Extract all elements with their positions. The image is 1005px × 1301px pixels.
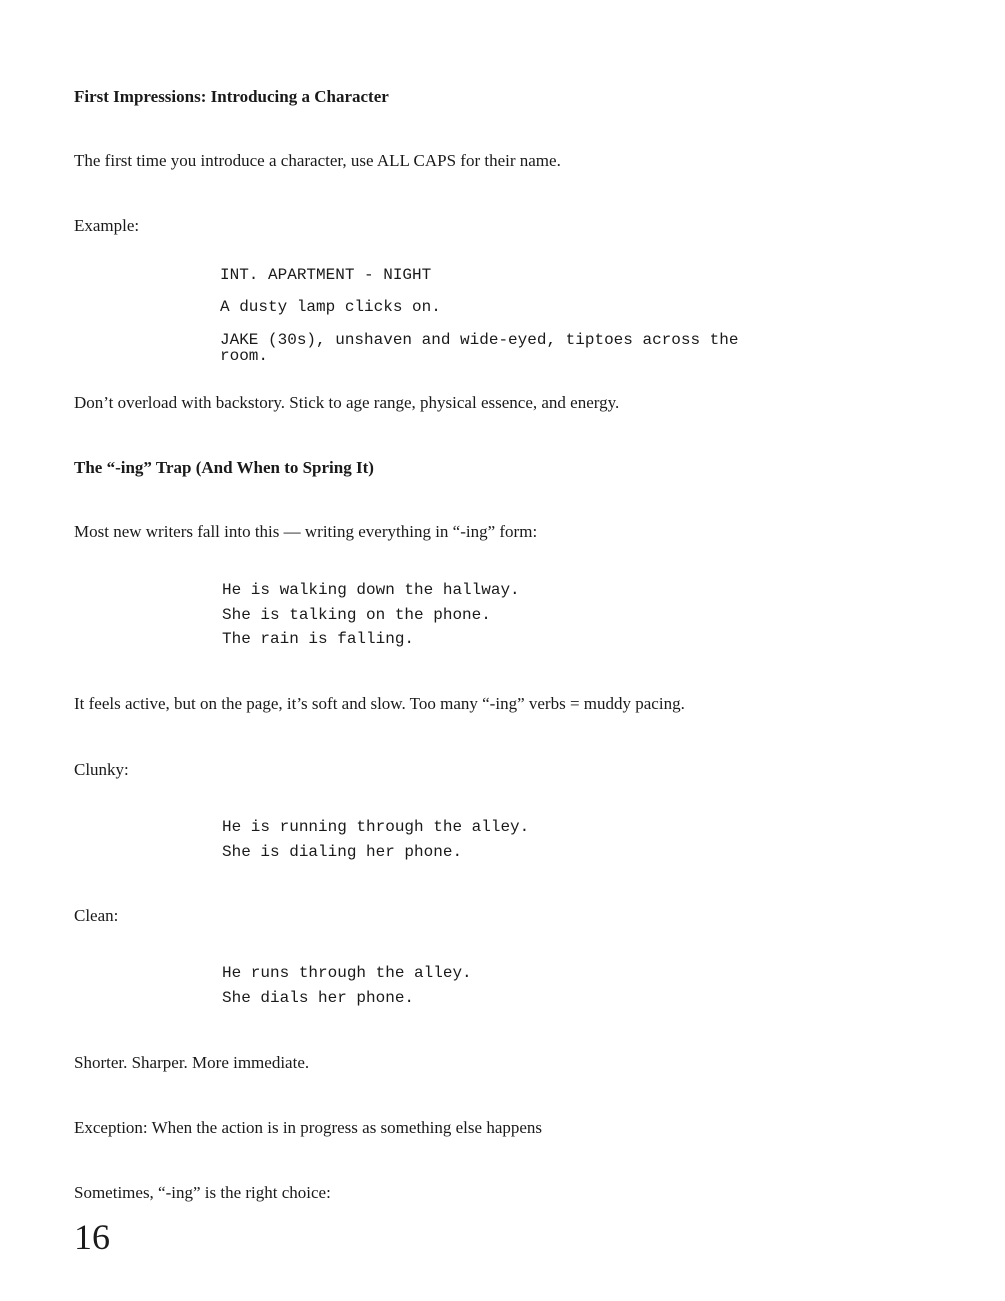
clunky-label: Clunky: xyxy=(74,760,129,779)
section-heading-first-impressions: First Impressions: Introducing a Character xyxy=(74,87,389,106)
paragraph-exception: Exception: When the action is in progress as something else happens xyxy=(74,1118,543,1137)
ing-example-line: He is walking down the hallway. xyxy=(222,581,520,599)
script-action-lamp: A dusty lamp clicks on. xyxy=(220,298,441,316)
script-slugline: INT. APARTMENT - NIGHT xyxy=(220,266,432,284)
page-number: 16 xyxy=(74,1217,110,1257)
paragraph-all-caps: The first time you introduce a character, use ALL CAPS for their name. xyxy=(74,151,561,170)
clean-example-line: He runs through the alley. xyxy=(222,964,472,982)
script-action-jake-line2: room. xyxy=(220,347,269,365)
clean-example-line: She dials her phone. xyxy=(222,989,415,1007)
ing-example-line: She is talking on the phone. xyxy=(222,606,491,624)
example-label: Example: xyxy=(74,216,140,235)
script-action-jake-line1: JAKE (30s), unshaven and wide-eyed, tiptoes across the xyxy=(220,331,739,349)
paragraph-shorter: Shorter. Sharper. More immediate. xyxy=(74,1053,310,1072)
paragraph-feels-active: It feels active, but on the page, it’s soft and slow. Too many “-ing” verbs = muddy pacing. xyxy=(74,694,685,713)
paragraph-sometimes: Sometimes, “-ing” is the right choice: xyxy=(74,1183,331,1202)
clean-label: Clean: xyxy=(74,906,119,925)
clunky-example-line: He is running through the alley. xyxy=(222,818,530,836)
paragraph-most-writers: Most new writers fall into this — writing everything in “-ing” form: xyxy=(74,522,538,541)
clunky-example-line: She is dialing her phone. xyxy=(222,843,463,861)
paragraph-backstory: Don’t overload with backstory. Stick to age range, physical essence, and energy. xyxy=(74,393,620,412)
section-heading-ing-trap: The “-ing” Trap (And When to Spring It) xyxy=(74,458,374,477)
ing-example-line: The rain is falling. xyxy=(222,630,415,648)
